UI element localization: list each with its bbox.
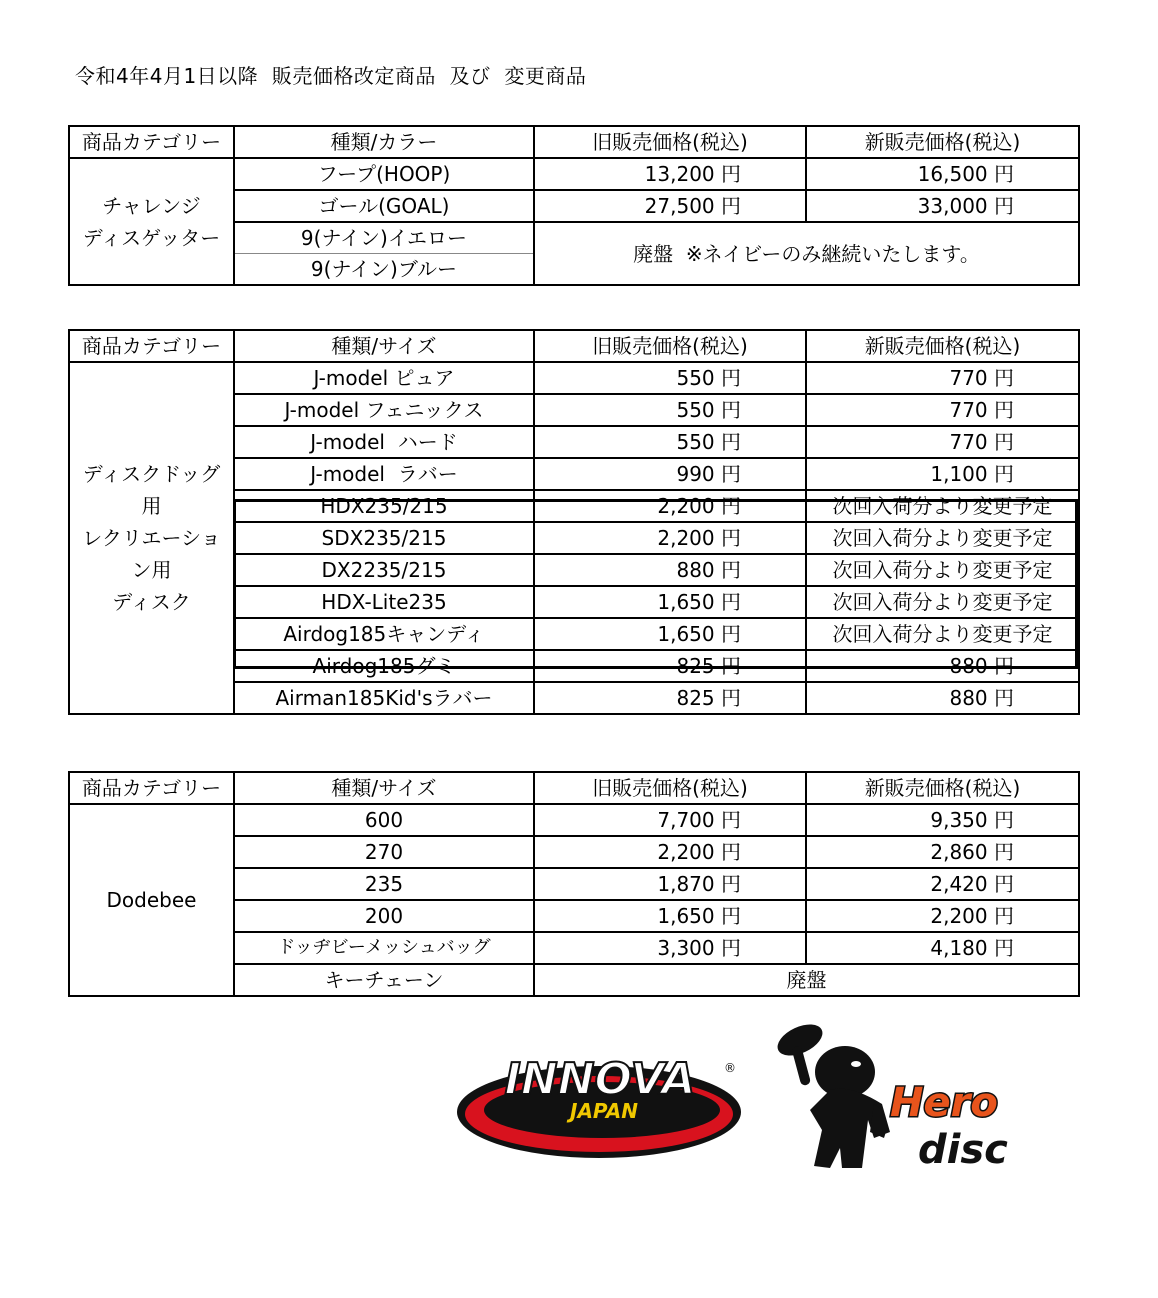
old-price: 1,650 円 [534, 586, 806, 618]
discontinued-note: 廃盤 [534, 964, 1079, 996]
new-price: 4,180 円 [806, 932, 1079, 964]
table-header-row [69, 126, 1079, 158]
header-type: 種類/サイズ [234, 330, 534, 362]
category-line: ディスゲッター [82, 225, 221, 250]
category-cell [69, 804, 234, 996]
item-name: 200 [234, 900, 534, 932]
old-price: 2,200 円 [534, 522, 806, 554]
new-price-pending: 次回入荷分より変更予定 [806, 490, 1079, 522]
old-price: 27,500 円 [534, 190, 806, 222]
item-name: SDX235/215 [234, 522, 534, 554]
category-line: チャレンジ [102, 193, 201, 218]
table-header-row [69, 772, 1079, 804]
item-name: DX2235/215 [234, 554, 534, 586]
page-title: 令和4年4月1日以降 販売価格改定商品 及び 変更商品 [75, 64, 587, 88]
new-price: 2,420 円 [806, 868, 1079, 900]
item-name: ゴール(GOAL) [234, 190, 534, 222]
header-category: 商品カテゴリー [69, 330, 234, 362]
header-category: 商品カテゴリー [69, 772, 234, 804]
old-price: 1,650 円 [534, 900, 806, 932]
discontinued-note: 廃盤 ※ネイビーのみ継続いたします。 [534, 222, 1079, 285]
item-name: J-model ハード [234, 426, 534, 458]
new-price-pending: 次回入荷分より変更予定 [806, 618, 1079, 650]
item-name: Airdog185キャンディ [234, 618, 534, 650]
table-row [69, 362, 1079, 394]
old-price: 880 円 [534, 554, 806, 586]
category-cell [69, 362, 234, 714]
item-name: 270 [234, 836, 534, 868]
innova-wordmark: INNOVA [504, 1054, 696, 1105]
old-price: 1,650 円 [534, 618, 806, 650]
category-line: Dodebee [106, 888, 197, 912]
old-price: 7,700 円 [534, 804, 806, 836]
header-new-price: 新販売価格(税込) [806, 330, 1079, 362]
new-price: 1,100 円 [806, 458, 1079, 490]
old-price: 990 円 [534, 458, 806, 490]
new-price-pending: 次回入荷分より変更予定 [806, 522, 1079, 554]
hero-mascot-icon [773, 1020, 890, 1168]
table-row [69, 158, 1079, 190]
item-name: 9(ナイン)ブルー [234, 254, 534, 286]
old-price: 2,200 円 [534, 836, 806, 868]
old-price: 1,870 円 [534, 868, 806, 900]
disc-wordmark: disc [918, 1127, 1008, 1170]
old-price: 3,300 円 [534, 932, 806, 964]
price-table-dodebee [68, 771, 1080, 997]
price-table-discdog [68, 329, 1080, 715]
new-price: 2,860 円 [806, 836, 1079, 868]
category-line: ディスクドッグ用 [82, 462, 221, 518]
old-price: 825 円 [534, 682, 806, 714]
item-name: 9(ナイン)イエロー [234, 222, 534, 254]
old-price: 825 円 [534, 650, 806, 682]
old-price: 2,200 円 [534, 490, 806, 522]
header-old-price: 旧販売価格(税込) [534, 330, 806, 362]
new-price: 880 円 [806, 650, 1079, 682]
innova-japan-logo [452, 1044, 746, 1162]
hero-disc-logo [770, 1020, 1060, 1170]
old-price: 550 円 [534, 394, 806, 426]
new-price-pending: 次回入荷分より変更予定 [806, 554, 1079, 586]
new-price: 770 円 [806, 394, 1079, 426]
header-category: 商品カテゴリー [69, 126, 234, 158]
item-name: Airman185Kid'sラバー [234, 682, 534, 714]
new-price: 770 円 [806, 362, 1079, 394]
new-price: 880 円 [806, 682, 1079, 714]
price-table-challenge [68, 125, 1080, 286]
item-name: J-model ラバー [234, 458, 534, 490]
item-name: J-model ピュア [234, 362, 534, 394]
item-name: Airdog185グミ [234, 650, 534, 682]
category-line: レクリエーション用 [82, 526, 221, 582]
item-name: キーチェーン [234, 964, 534, 996]
header-type: 種類/サイズ [234, 772, 534, 804]
registered-mark: ® [724, 1061, 736, 1075]
header-new-price: 新販売価格(税込) [806, 126, 1079, 158]
japan-wordmark: JAPAN [570, 1099, 638, 1123]
header-old-price: 旧販売価格(税込) [534, 126, 806, 158]
table-header-row [69, 330, 1079, 362]
item-name: HDX-Lite235 [234, 586, 534, 618]
header-new-price: 新販売価格(税込) [806, 772, 1079, 804]
header-type: 種類/カラー [234, 126, 534, 158]
new-price: 9,350 円 [806, 804, 1079, 836]
old-price: 550 円 [534, 426, 806, 458]
item-name: ドッヂビーメッシュバッグ [234, 932, 534, 964]
category-cell [69, 158, 234, 285]
item-name: HDX235/215 [234, 490, 534, 522]
item-name: J-model フェニックス [234, 394, 534, 426]
item-name: 600 [234, 804, 534, 836]
new-price: 770 円 [806, 426, 1079, 458]
old-price: 550 円 [534, 362, 806, 394]
item-name: 235 [234, 868, 534, 900]
category-line: ディスク [112, 590, 191, 614]
header-old-price: 旧販売価格(税込) [534, 772, 806, 804]
table-row [69, 804, 1079, 836]
new-price: 33,000 円 [806, 190, 1079, 222]
old-price: 13,200 円 [534, 158, 806, 190]
hero-wordmark: Hero [890, 1080, 998, 1126]
new-price: 2,200 円 [806, 900, 1079, 932]
new-price-pending: 次回入荷分より変更予定 [806, 586, 1079, 618]
item-name: フープ(HOOP) [234, 158, 534, 190]
new-price: 16,500 円 [806, 158, 1079, 190]
